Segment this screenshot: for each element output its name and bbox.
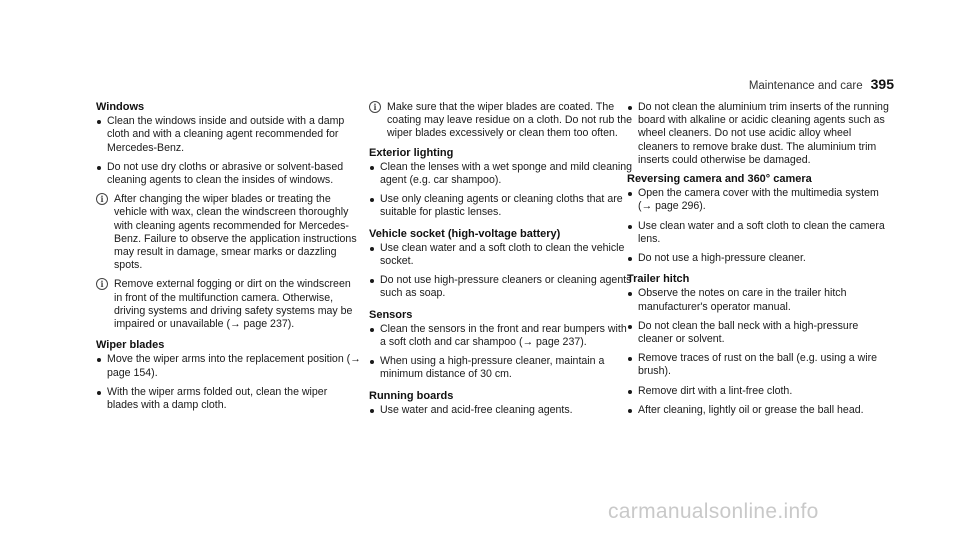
list-item: Observe the notes on care in the trailer hitch manufacturer's operator manual. xyxy=(627,287,892,313)
heading-running-boards: Running boards xyxy=(369,389,454,402)
info-icon: i xyxy=(96,193,108,205)
list-item: Do not clean the aluminium trim inserts of the running board with alkaline or acidic cleaning agents such as wheel cleaners. Do not use acidic alloy wheel cleaners to remove brake dust. The aluminium trim inserts could otherwise be damaged. xyxy=(627,101,892,167)
list-item: Open the camera cover with the multimedia system (→ page 296). xyxy=(627,187,892,213)
page-number: 395 xyxy=(870,76,894,92)
note xyxy=(96,278,361,331)
list-item: Remove dirt with a lint-free cloth. xyxy=(627,385,892,398)
section-title: Maintenance and care xyxy=(748,80,863,92)
heading-wiper-blades: Wiper blades xyxy=(96,339,165,352)
column-2 xyxy=(369,101,634,423)
list-item: Use only cleaning agents or cleaning cloths that are suitable for plastic lenses. xyxy=(369,193,634,219)
heading-sensors: Sensors xyxy=(369,308,413,321)
list-item: With the wiper arms folded out, clean the wiper blades with a damp cloth. xyxy=(96,386,361,412)
list-item: Clean the sensors in the front and rear bumpers with a soft cloth and car shampoo (→ page 237). xyxy=(369,323,634,349)
list-item: After cleaning, lightly oil or grease the ball head. xyxy=(627,404,892,417)
note xyxy=(96,193,361,272)
watermark: carmanualsonline.info xyxy=(608,500,819,523)
column-3 xyxy=(627,101,892,423)
column-1 xyxy=(96,101,361,418)
list-item: Remove traces of rust on the ball (e.g. using a wire brush). xyxy=(627,352,892,378)
list-item: When using a high-pressure cleaner, maintain a minimum distance of 30 cm. xyxy=(369,355,634,381)
list-item: Do not use high-pressure cleaners or cleaning agents such as soap. xyxy=(369,274,634,300)
list-item: Do not use dry cloths or abrasive or solvent-based cleaning agents to clean the insides of windows. xyxy=(96,161,361,187)
heading-reversing-camera: Reversing camera and 360° camera xyxy=(627,173,812,186)
note-text: After changing the wiper blades or treating the vehicle with wax, clean the windscreen thoroughly with cleaning agents recommended for Mercedes-Benz. Failure to observe the application instructions may result in damage, smear marks or dazzling spots. xyxy=(114,193,357,272)
list-item: Use water and acid-free cleaning agents. xyxy=(369,404,634,417)
list-item: Move the wiper arms into the replacement position (→ page 154). xyxy=(96,353,361,379)
list-item: Do not use a high-pressure cleaner. xyxy=(627,252,892,265)
list-item: Do not clean the ball neck with a high-pressure cleaner or solvent. xyxy=(627,320,892,346)
page-header xyxy=(749,76,894,92)
heading-windows: Windows xyxy=(96,101,145,113)
info-icon: i xyxy=(96,278,108,290)
heading-trailer-hitch: Trailer hitch xyxy=(627,273,690,286)
note-text: Remove external fogging or dirt on the windscreen in front of the multifunction camera. Otherwise, driving systems and driving safety systems may be impaired or unavailable (→ page 237). xyxy=(114,278,353,331)
list-item: Clean the windows inside and outside with a damp cloth and with a cleaning agent recommended for Mercedes-Benz. xyxy=(96,115,361,155)
note xyxy=(369,101,634,141)
heading-vehicle-socket: Vehicle socket (high-voltage battery) xyxy=(369,227,561,240)
list-item: Use clean water and a soft cloth to clean the camera lens. xyxy=(627,220,892,246)
list-item: Use clean water and a soft cloth to clean the vehicle socket. xyxy=(369,242,634,268)
list-item: Clean the lenses with a wet sponge and mild cleaning agent (e.g. car shampoo). xyxy=(369,161,634,187)
info-icon: i xyxy=(369,101,381,113)
heading-exterior-lighting: Exterior lighting xyxy=(369,146,454,159)
note-text: Make sure that the wiper blades are coated. The coating may leave residue on a cloth. Do not rub the wiper blades excessively or clean them too often. xyxy=(387,101,632,140)
